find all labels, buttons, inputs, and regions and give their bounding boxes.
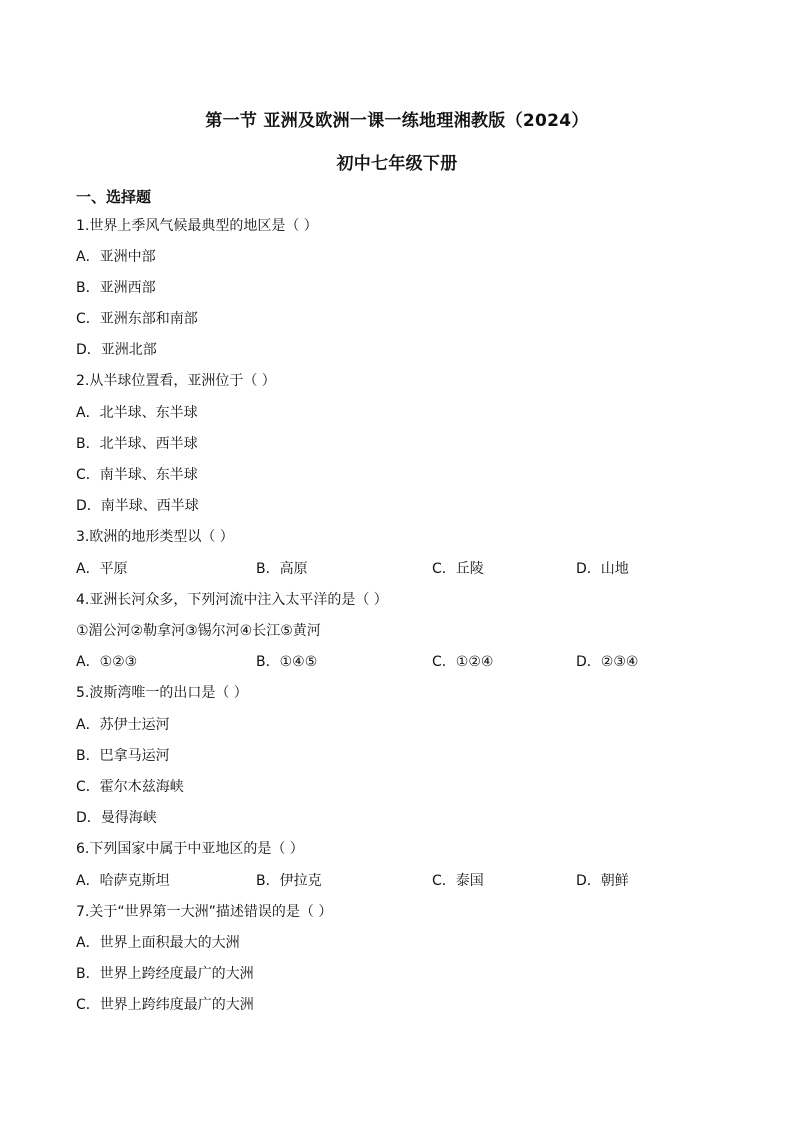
question-1-option-a: A．亚洲中部 [76, 249, 156, 265]
question-4-option-b: B．①④⑤ [256, 654, 318, 670]
question-6-stem: 6.下列国家中属于中亚地区的是（ ） [76, 841, 304, 857]
question-3-stem: 3.欧洲的地形类型以（ ） [76, 529, 234, 545]
question-6-option-b: B．伊拉克 [256, 873, 322, 889]
question-7-stem: 7.关于“世界第一大洲”描述错误的是（ ） [76, 904, 333, 920]
question-2-option-c: C．南半球、东半球 [76, 467, 198, 483]
question-3-option-c: C．丘陵 [432, 561, 484, 577]
question-6-option-a: A．哈萨克斯坦 [76, 873, 170, 889]
page-subtitle: 初中七年级下册 [336, 154, 458, 174]
question-6-option-c: C．泰国 [432, 873, 484, 889]
question-3-option-d: D．山地 [576, 561, 629, 577]
question-2-option-b: B．北半球、西半球 [76, 436, 198, 452]
question-1-stem: 1.世界上季风气候最典型的地区是（ ） [76, 218, 318, 234]
question-4-option-a: A．①②③ [76, 654, 138, 670]
question-2-option-d: D．南半球、西半球 [76, 498, 199, 514]
question-3-option-b: B．高原 [256, 561, 308, 577]
question-4-option-d: D．②③④ [576, 654, 639, 670]
question-1-option-b: B．亚洲西部 [76, 280, 156, 296]
question-3-option-a: A．平原 [76, 561, 128, 577]
question-4-option-c: C．①②④ [432, 654, 494, 670]
question-1-option-c: C．亚洲东部和南部 [76, 311, 198, 327]
question-5-option-c: C．霍尔木兹海峡 [76, 779, 184, 795]
question-4-rivers: ①湄公河②勒拿河③锡尔河④长江⑤黄河 [76, 623, 321, 639]
question-5-option-b: B．巴拿马运河 [76, 748, 170, 764]
question-7-option-b: B．世界上跨经度最广的大洲 [76, 966, 254, 982]
question-6-option-d: D．朝鲜 [576, 873, 629, 889]
question-2-option-a: A．北半球、东半球 [76, 405, 198, 421]
question-5-stem: 5.波斯湾唯一的出口是（ ） [76, 685, 248, 701]
question-1-option-d: D．亚洲北部 [76, 342, 157, 358]
question-5-option-d: D．曼得海峡 [76, 810, 157, 826]
question-2-stem: 2.从半球位置看，亚洲位于（ ） [76, 373, 276, 389]
page-title: 第一节 亚洲及欧洲一课一练地理湘教版（2024） [205, 111, 589, 131]
question-7-option-c: C．世界上跨纬度最广的大洲 [76, 997, 254, 1013]
question-5-option-a: A．苏伊士运河 [76, 717, 170, 733]
question-7-option-a: A．世界上面积最大的大洲 [76, 935, 240, 951]
question-4-stem: 4.亚洲长河众多，下列河流中注入太平洋的是（ ） [76, 592, 388, 608]
section-heading: 一、选择题 [76, 188, 152, 206]
